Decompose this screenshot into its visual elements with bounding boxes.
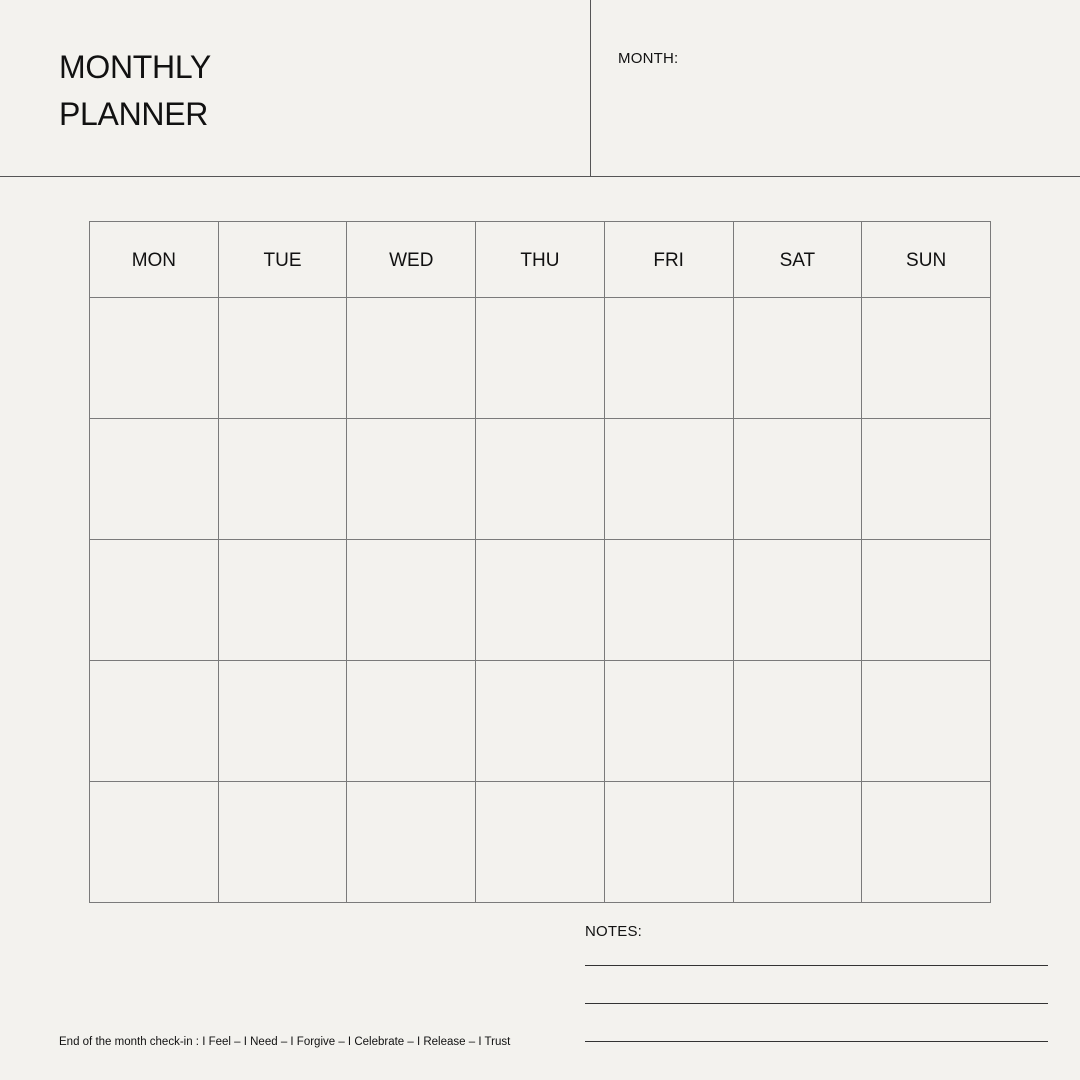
day-cell[interactable] bbox=[476, 540, 605, 661]
day-cell[interactable] bbox=[90, 540, 219, 661]
calendar-grid bbox=[89, 221, 991, 903]
day-cell[interactable] bbox=[218, 661, 347, 782]
week-row bbox=[90, 782, 991, 903]
week-row bbox=[90, 661, 991, 782]
day-cell[interactable] bbox=[476, 298, 605, 419]
day-cell[interactable] bbox=[604, 419, 733, 540]
weekday-mon: MON bbox=[90, 222, 219, 298]
title-line-2: PLANNER bbox=[59, 96, 209, 132]
day-cell[interactable] bbox=[218, 419, 347, 540]
day-cell[interactable] bbox=[218, 782, 347, 903]
day-cell[interactable] bbox=[733, 419, 862, 540]
checkin-footer: End of the month check-in : I Feel – I Need – I Forgive – I Celebrate – I Release – I Trust bbox=[59, 1036, 511, 1048]
weekday-sun: SUN bbox=[862, 222, 991, 298]
weekday-fri: FRI bbox=[604, 222, 733, 298]
day-cell[interactable] bbox=[862, 661, 991, 782]
day-cell[interactable] bbox=[218, 540, 347, 661]
week-row bbox=[90, 540, 991, 661]
note-line bbox=[585, 965, 1048, 966]
day-cell[interactable] bbox=[733, 661, 862, 782]
note-line bbox=[585, 1041, 1048, 1042]
day-cell[interactable] bbox=[476, 661, 605, 782]
day-cell[interactable] bbox=[90, 782, 219, 903]
week-row bbox=[90, 298, 991, 419]
day-cell[interactable] bbox=[733, 540, 862, 661]
day-cell[interactable] bbox=[347, 782, 476, 903]
day-cell[interactable] bbox=[604, 298, 733, 419]
day-cell[interactable] bbox=[347, 298, 476, 419]
month-label: MONTH: bbox=[618, 50, 679, 67]
day-cell[interactable] bbox=[90, 419, 219, 540]
calendar-body bbox=[90, 298, 991, 903]
day-cell[interactable] bbox=[733, 298, 862, 419]
day-cell[interactable] bbox=[347, 661, 476, 782]
day-cell[interactable] bbox=[604, 782, 733, 903]
day-cell[interactable] bbox=[476, 419, 605, 540]
day-cell[interactable] bbox=[862, 540, 991, 661]
weekday-tue: TUE bbox=[218, 222, 347, 298]
day-cell[interactable] bbox=[90, 298, 219, 419]
note-line bbox=[585, 1003, 1048, 1004]
day-cell[interactable] bbox=[347, 419, 476, 540]
day-cell[interactable] bbox=[733, 782, 862, 903]
title-line-1: MONTHLY bbox=[59, 49, 211, 85]
weekday-wed: WED bbox=[347, 222, 476, 298]
weekday-thu: THU bbox=[476, 222, 605, 298]
day-cell[interactable] bbox=[218, 298, 347, 419]
header-divider bbox=[590, 0, 591, 177]
header-rule bbox=[0, 176, 1080, 177]
week-row bbox=[90, 419, 991, 540]
weekday-sat: SAT bbox=[733, 222, 862, 298]
day-cell[interactable] bbox=[604, 661, 733, 782]
notes-label: NOTES: bbox=[585, 923, 643, 940]
page-title bbox=[59, 44, 211, 138]
weekday-header-row bbox=[90, 222, 991, 298]
day-cell[interactable] bbox=[90, 661, 219, 782]
day-cell[interactable] bbox=[862, 782, 991, 903]
day-cell[interactable] bbox=[862, 419, 991, 540]
day-cell[interactable] bbox=[604, 540, 733, 661]
day-cell[interactable] bbox=[347, 540, 476, 661]
day-cell[interactable] bbox=[476, 782, 605, 903]
day-cell[interactable] bbox=[862, 298, 991, 419]
